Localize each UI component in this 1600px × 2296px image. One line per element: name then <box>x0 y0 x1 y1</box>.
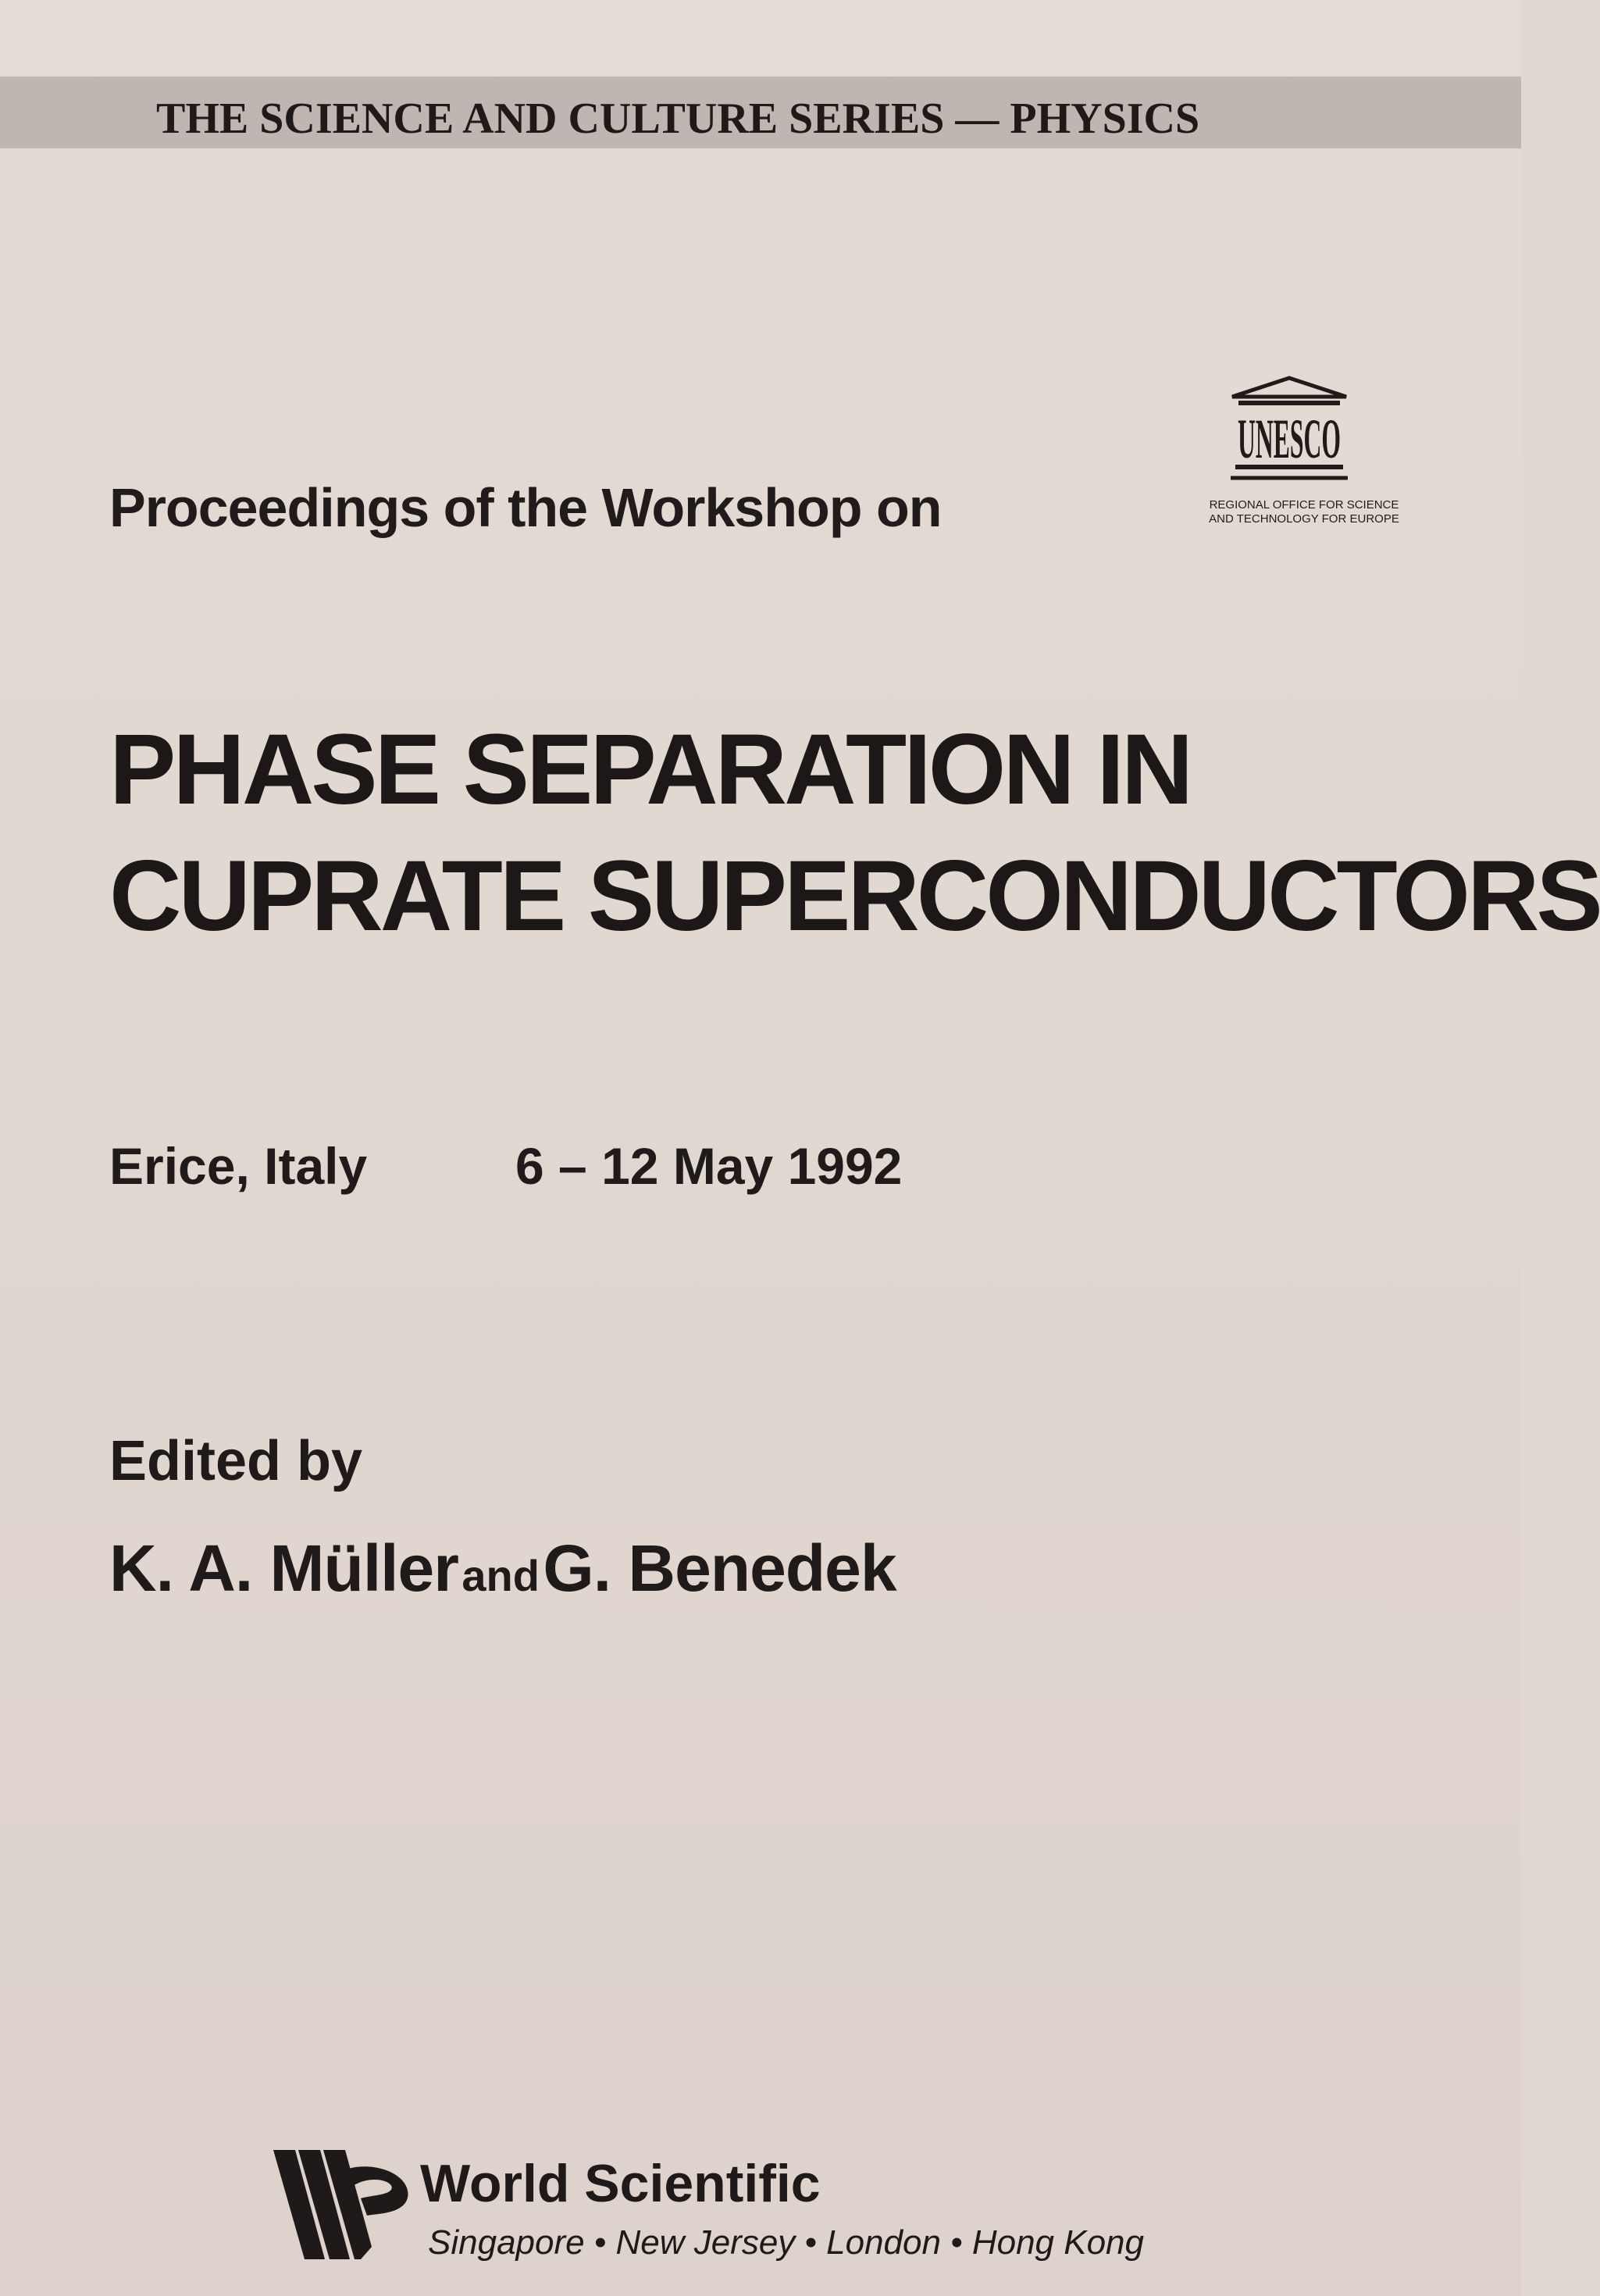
editor-conjunction: and <box>461 1551 540 1600</box>
proceedings-line: Proceedings of the Workshop on <box>109 477 942 538</box>
unesco-block <box>1187 373 1421 537</box>
series-title: THE SCIENCE AND CULTURE SERIES — PHYSICS <box>156 94 1200 143</box>
publisher-name: World Scientific <box>420 2154 821 2213</box>
unesco-temple-icon <box>1228 373 1351 490</box>
unesco-caption-line-2: AND TECHNOLOGY FOR EUROPE <box>1209 512 1399 526</box>
publisher-block <box>273 2144 1288 2276</box>
publisher-cities: Singapore • New Jersey • London • Hong Kong <box>428 2223 1144 2262</box>
editor-2: G. Benedek <box>543 1531 896 1605</box>
book-title-line-1: PHASE SEPARATION IN <box>109 714 1191 825</box>
world-scientific-logo-icon <box>273 2144 414 2261</box>
editor-1: K. A. Müller <box>109 1531 458 1605</box>
unesco-logo-text: UNESCO <box>1238 408 1341 470</box>
workshop-dates: 6 – 12 May 1992 <box>515 1137 903 1195</box>
book-title-line-2: CUPRATE SUPERCONDUCTORS <box>109 840 1600 952</box>
edited-by-label: Edited by <box>109 1430 363 1492</box>
venue: Erice, Italy <box>109 1137 368 1195</box>
series-band <box>0 77 1521 148</box>
editors-line <box>109 1531 896 1606</box>
unesco-caption-line-1: REGIONAL OFFICE FOR SCIENCE <box>1209 498 1399 512</box>
book-title <box>109 707 1600 960</box>
unesco-caption <box>1187 498 1421 526</box>
